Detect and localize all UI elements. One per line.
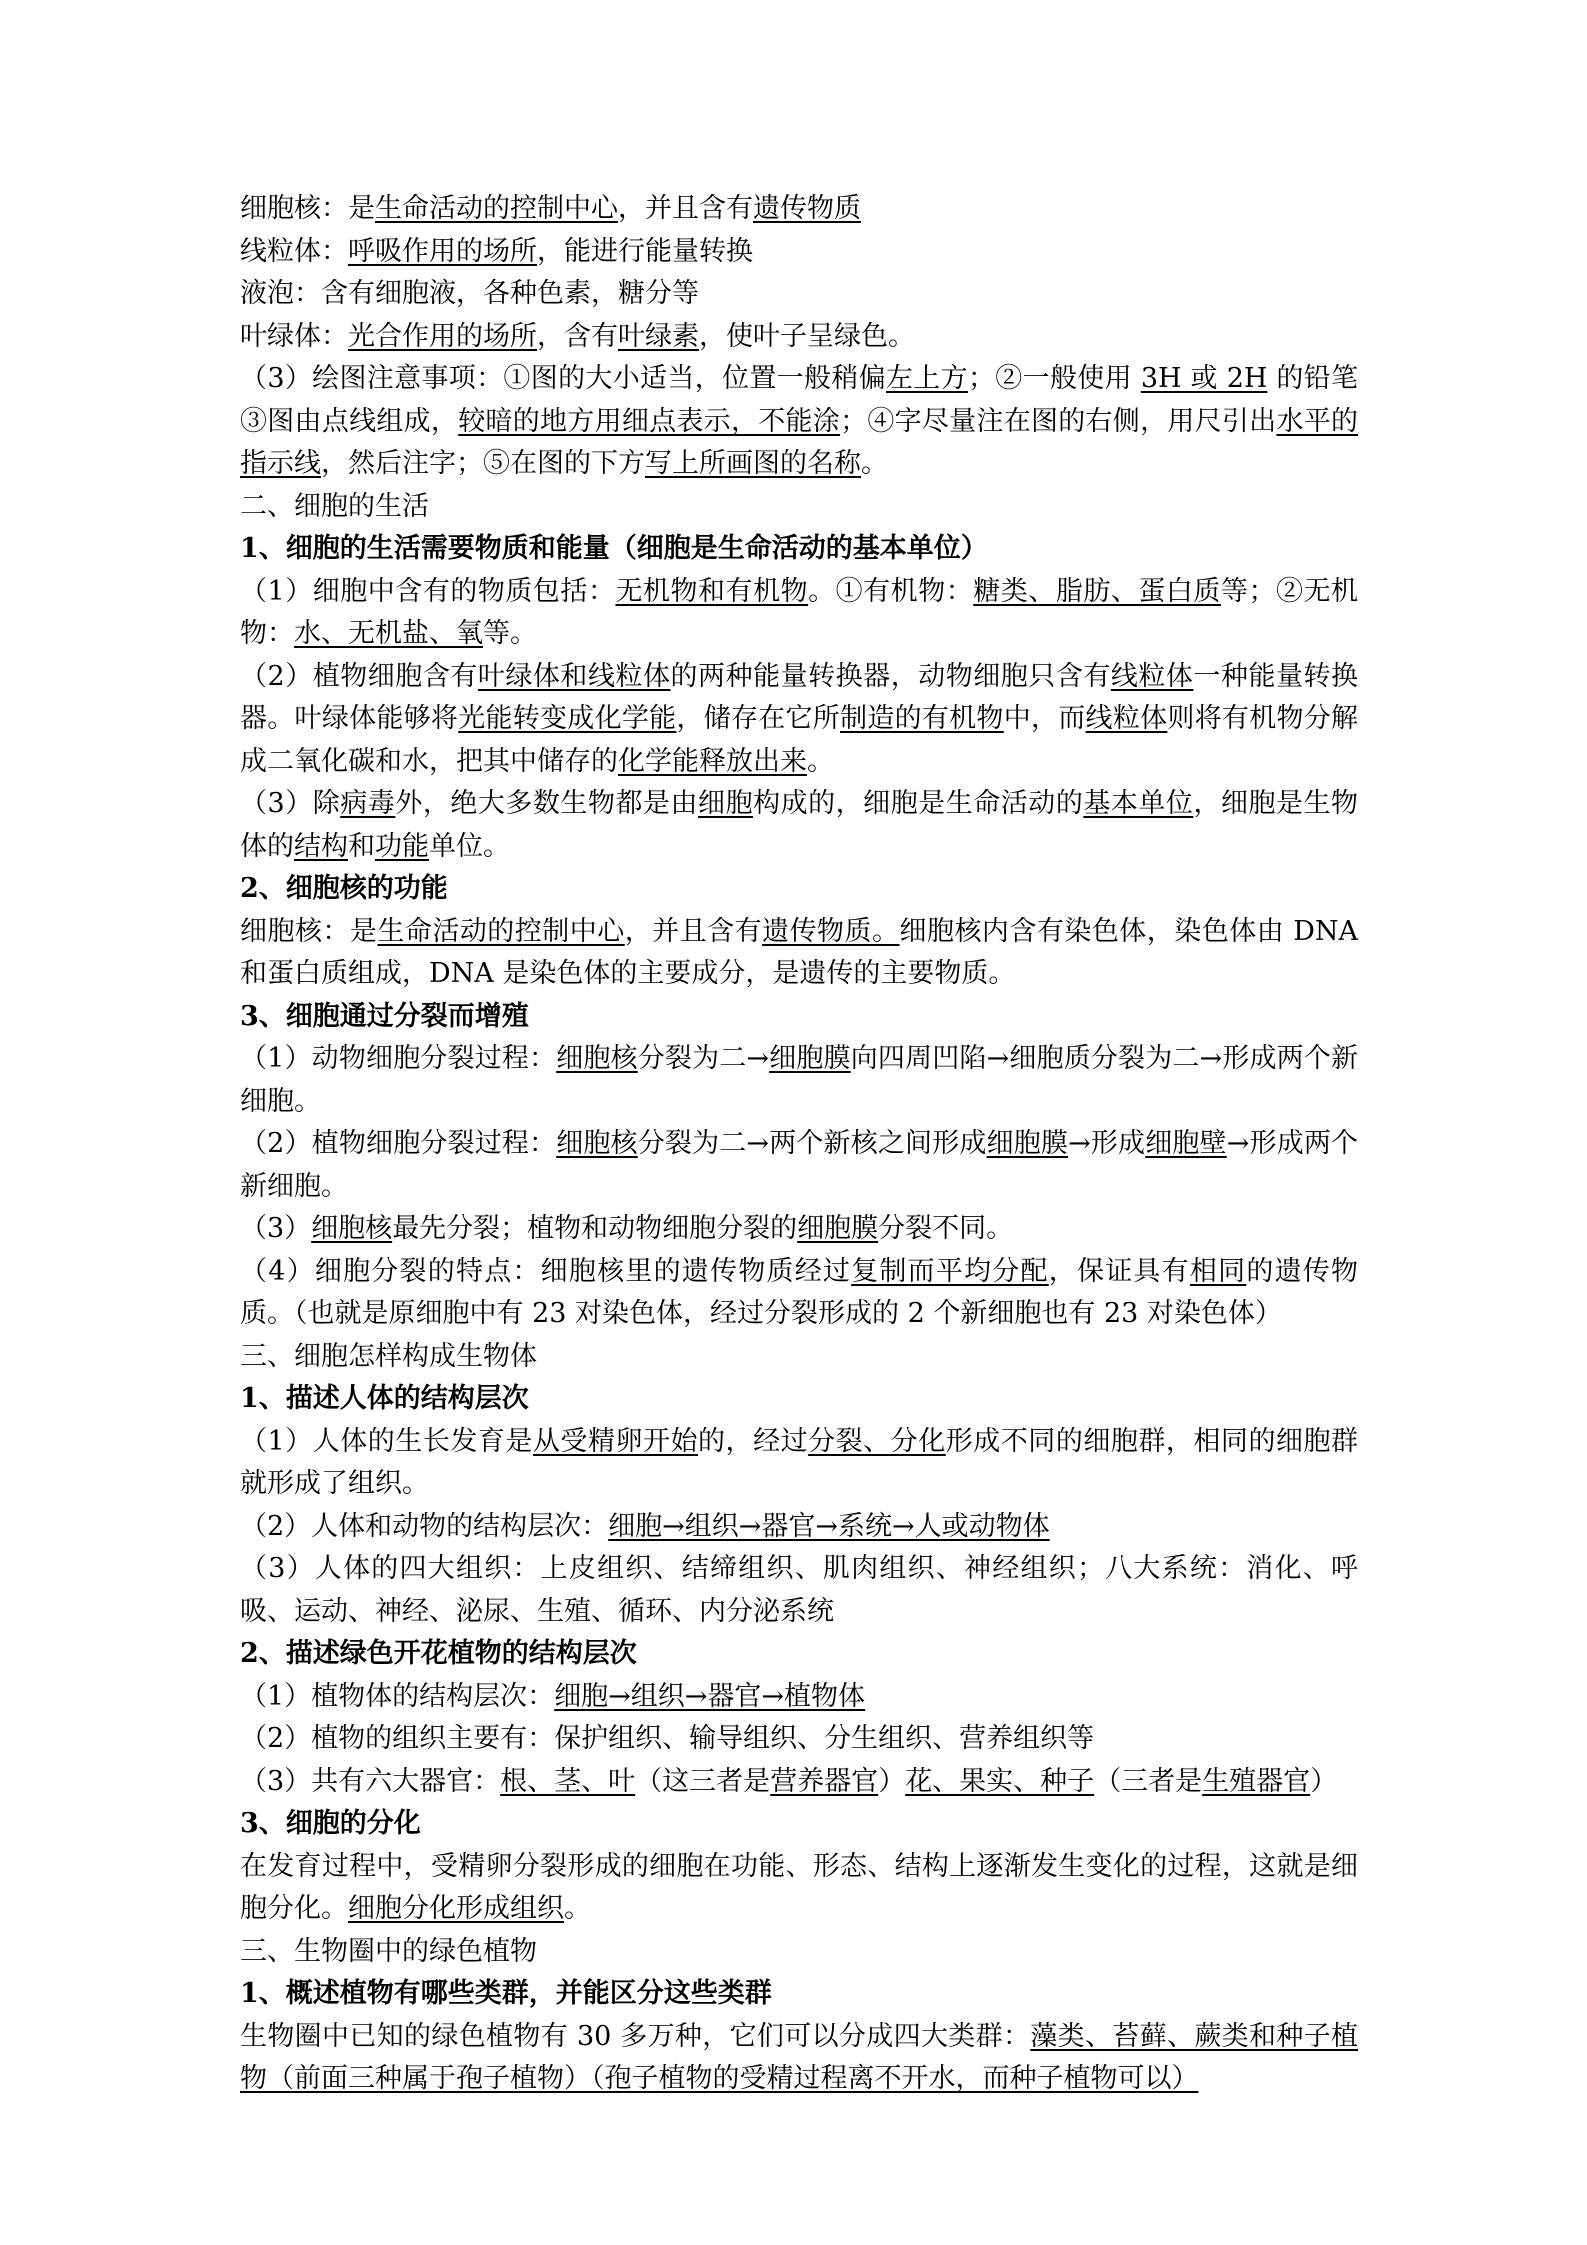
text-run: （3）绘图注意事项：①图的大小适当，位置一般稍偏 bbox=[240, 363, 886, 394]
text-run: 。 bbox=[807, 745, 834, 777]
underlined-term: 细胞→组织→器官→植物体 bbox=[554, 1680, 866, 1712]
underlined-term: 无机物和有机物 bbox=[615, 575, 809, 607]
text-run: （3）人体的四大组织：上皮组织、结缔组织、肌肉组织、神经组织；八大系统：消化、呼吸、运动、神经、泌尿、生殖、循环、内分泌系统 bbox=[240, 1553, 1358, 1627]
paragraph bbox=[240, 1761, 1358, 1804]
text-run: ；②一般使用 bbox=[967, 363, 1141, 394]
paragraph bbox=[240, 358, 1358, 486]
text-run: 和 bbox=[348, 830, 375, 862]
underlined-term: 制造的有机物 bbox=[840, 703, 1004, 734]
text-run: 2、描述绿色开花植物的结构层次 bbox=[240, 1638, 637, 1669]
text-run: （2）植物细胞含有 bbox=[240, 660, 478, 692]
text-run: 分裂为二→ bbox=[637, 1043, 770, 1074]
text-run: 二、细胞的生活 bbox=[240, 490, 429, 522]
text-run: （2）人体和动物的结构层次： bbox=[240, 1510, 609, 1542]
text-run: →形成两个新细胞。 bbox=[240, 1128, 1359, 1202]
text-run: 3、细胞的分化 bbox=[240, 1808, 421, 1839]
underlined-term: 生命活动的控制中心 bbox=[377, 915, 625, 947]
section-heading bbox=[240, 868, 1358, 911]
paragraph bbox=[240, 1251, 1358, 1336]
underlined-term: 细胞膜 bbox=[986, 1128, 1069, 1159]
text-run: （3）共有六大器官： bbox=[240, 1765, 501, 1797]
paragraph bbox=[240, 1718, 1358, 1761]
text-run: 在发育过程中，受精卵分裂形成的细胞在功能、形态、结构上逐渐发生变化的过程，这就是细胞分化。 bbox=[240, 1850, 1358, 1924]
underlined-term: 遗传物质 bbox=[753, 193, 861, 224]
underlined-term: 细胞壁 bbox=[1145, 1128, 1227, 1159]
text-run: 。①有机物： bbox=[808, 575, 974, 607]
underlined-term: 细胞核 bbox=[556, 1043, 638, 1074]
paragraph bbox=[240, 1336, 1358, 1379]
text-run: 1、描述人体的结构层次 bbox=[240, 1383, 529, 1414]
paragraph bbox=[240, 1421, 1358, 1506]
text-run: 的，经过 bbox=[698, 1425, 809, 1457]
paragraph bbox=[240, 2016, 1358, 2101]
section-heading bbox=[240, 528, 1358, 571]
text-run: 细胞核：是 bbox=[240, 915, 378, 947]
paragraph bbox=[240, 1506, 1358, 1549]
paragraph bbox=[240, 486, 1358, 529]
text-run: ，并且含有 bbox=[624, 915, 763, 947]
underlined-term: 细胞 bbox=[698, 788, 754, 819]
underlined-term: 基本单位 bbox=[1083, 788, 1194, 819]
text-run: （2）植物的组织主要有：保护组织、输导组织、分生组织、营养组织等 bbox=[240, 1723, 1095, 1754]
text-run: 1、细胞的生活需要物质和能量（细胞是生命活动的基本单位） bbox=[240, 533, 988, 564]
underlined-term: 3H 或 2H bbox=[1140, 363, 1268, 394]
underlined-term: 细胞核 bbox=[311, 1213, 393, 1244]
text-run: （1）细胞中含有的物质包括： bbox=[240, 575, 616, 607]
text-run: 细胞核：是 bbox=[240, 193, 375, 224]
paragraph bbox=[240, 231, 1358, 274]
underlined-term: 叶绿体和线粒体 bbox=[477, 660, 671, 692]
text-run: 最先分裂；植物和动物细胞分裂的 bbox=[392, 1213, 798, 1244]
paragraph bbox=[240, 1676, 1358, 1719]
text-run: （4）细胞分裂的特点：细胞核里的遗传物质经过 bbox=[240, 1255, 852, 1287]
text-run: 2、细胞核的功能 bbox=[240, 873, 448, 904]
underlined-term: 呼吸作用的场所 bbox=[348, 235, 537, 267]
text-run: 1、概述植物有哪些类群，并能区分这些类群 bbox=[240, 1978, 772, 2009]
text-run: 的两种能量转换器，动物细胞只含有 bbox=[670, 660, 1111, 692]
underlined-term: 藻类、苔藓、蕨类和种子植物（前面三种属于孢子植物）（孢子植物的受精过程离不开水，而种子植物可以） bbox=[240, 2020, 1359, 2094]
underlined-term: 叶绿素 bbox=[618, 320, 699, 352]
paragraph bbox=[240, 1846, 1358, 1931]
text-run: 液泡：含有细胞液，各种色素，糖分等 bbox=[240, 278, 699, 309]
underlined-term: 生命活动的控制中心 bbox=[375, 193, 618, 224]
text-run: （3） bbox=[240, 1213, 312, 1244]
text-run: 中，而 bbox=[1003, 703, 1086, 734]
paragraph bbox=[240, 1038, 1358, 1123]
text-run: →形成 bbox=[1068, 1128, 1146, 1159]
text-run: （三者是 bbox=[1094, 1765, 1203, 1797]
underlined-term: 根、茎、叶 bbox=[500, 1765, 636, 1797]
text-run: 的铅笔③图由点线组成， bbox=[240, 363, 1358, 437]
text-run: 。 bbox=[861, 448, 888, 479]
text-run: ，储存在它所 bbox=[676, 703, 841, 734]
underlined-term: 花、果实、种子 bbox=[905, 1765, 1095, 1797]
text-run: （这三者是 bbox=[635, 1765, 771, 1797]
text-run: 生物圈中已知的绿色植物有 30 多万种，它们可以分成四大类群： bbox=[240, 2020, 1031, 2052]
paragraph bbox=[240, 911, 1358, 996]
underlined-term: 结构 bbox=[294, 830, 348, 862]
text-run: ） bbox=[1310, 1765, 1338, 1797]
underlined-term: 化学能释放出来 bbox=[618, 745, 807, 777]
text-run: 外，绝大多数生物都是由 bbox=[395, 788, 699, 819]
underlined-term: 光合作用的场所 bbox=[348, 320, 537, 352]
paragraph bbox=[240, 1548, 1358, 1633]
text-run: ，含有 bbox=[537, 320, 618, 352]
underlined-term: 相同 bbox=[1189, 1255, 1247, 1287]
text-run: 一种能量转换器。叶绿体能够将 bbox=[240, 660, 1359, 734]
text-run: 叶绿体： bbox=[240, 320, 348, 352]
text-run: 3、细胞通过分裂而增殖 bbox=[240, 1000, 529, 1032]
underlined-term: 较暗的地方用细点表示，不能涂 bbox=[458, 405, 841, 437]
text-run: 等；②无机物： bbox=[240, 575, 1359, 649]
text-run: ，并且含有 bbox=[618, 193, 753, 224]
underlined-term: 左上方 bbox=[885, 363, 968, 394]
underlined-term: 营养器官 bbox=[770, 1765, 879, 1797]
section-heading bbox=[240, 996, 1358, 1039]
paragraph bbox=[240, 783, 1358, 868]
text-run: ，然后注字；⑤在图的下方 bbox=[321, 448, 645, 479]
text-run: ，能进行能量转换 bbox=[537, 235, 753, 267]
paragraph bbox=[240, 571, 1358, 656]
paragraph bbox=[240, 1208, 1358, 1251]
underlined-term: 复制而平均分配 bbox=[851, 1255, 1049, 1287]
text-run: 向四周凹陷→细胞质分裂为二→形成两个新细胞。 bbox=[240, 1043, 1359, 1117]
document-body bbox=[240, 188, 1358, 2101]
section-heading bbox=[240, 1378, 1358, 1421]
underlined-term: 功能 bbox=[375, 830, 429, 862]
text-run: （3）除 bbox=[240, 788, 341, 819]
paragraph bbox=[240, 273, 1358, 316]
text-run: 。 bbox=[564, 1893, 591, 1924]
underlined-term: 线粒体 bbox=[1110, 660, 1194, 692]
text-run: 分裂为二→两个新核之间形成 bbox=[637, 1128, 987, 1159]
underlined-term: 水平的指示线 bbox=[240, 405, 1359, 479]
underlined-term: 写上所画图的名称 bbox=[645, 448, 861, 479]
text-run: 细胞核内含有染色体，染色体由 DNA 和蛋白质组成，DNA 是染色体的主要成分，是遗传的主要物质。 bbox=[240, 915, 1359, 989]
text-run: （2）植物细胞分裂过程： bbox=[240, 1128, 557, 1159]
text-run: 线粒体： bbox=[240, 235, 348, 267]
text-run: 形成不同的细胞群，相同的细胞群就形成了组织。 bbox=[240, 1425, 1359, 1499]
text-run: ，保证具有 bbox=[1048, 1255, 1190, 1287]
text-run: 构成的，细胞是生命活动的 bbox=[753, 788, 1084, 819]
text-run: （1）人体的生长发育是 bbox=[240, 1425, 533, 1457]
text-run: 则将有机物分解成二氧化碳和水，把其中储存的 bbox=[240, 703, 1359, 777]
underlined-term: 细胞膜 bbox=[769, 1043, 851, 1074]
text-run: ） bbox=[878, 1765, 906, 1797]
section-heading bbox=[240, 1973, 1358, 2016]
underlined-term: 细胞→组织→器官→系统→人或动物体 bbox=[608, 1510, 1050, 1542]
underlined-term: 糖类、脂肪、蛋白质 bbox=[973, 575, 1221, 607]
underlined-term: 细胞核 bbox=[556, 1128, 638, 1159]
paragraph bbox=[240, 1931, 1358, 1974]
paragraph bbox=[240, 1123, 1358, 1208]
text-run: ，使叶子呈绿色。 bbox=[699, 320, 915, 352]
paragraph bbox=[240, 188, 1358, 231]
paragraph bbox=[240, 656, 1358, 784]
text-run: 单位。 bbox=[429, 830, 510, 862]
paragraph bbox=[240, 316, 1358, 359]
underlined-term: 分裂、分化 bbox=[808, 1425, 946, 1457]
underlined-term: 线粒体 bbox=[1085, 703, 1168, 734]
section-heading bbox=[240, 1633, 1358, 1676]
text-run: （1）动物细胞分裂过程： bbox=[240, 1043, 557, 1074]
underlined-term: 从受精卵开始 bbox=[532, 1425, 699, 1457]
text-run: ，细胞是生物体的 bbox=[240, 788, 1359, 862]
text-run: 三、细胞怎样构成生物体 bbox=[240, 1340, 537, 1372]
section-heading bbox=[240, 1803, 1358, 1846]
underlined-term: 生殖器官 bbox=[1202, 1765, 1311, 1797]
underlined-term: 水、无机盐、氧 bbox=[294, 618, 483, 649]
text-run: 分裂不同。 bbox=[878, 1213, 1014, 1244]
underlined-term: 细胞分化形成组织 bbox=[348, 1893, 564, 1924]
text-run: （1）植物体的结构层次： bbox=[240, 1680, 555, 1712]
underlined-term: 细胞膜 bbox=[797, 1213, 879, 1244]
underlined-term: 病毒 bbox=[340, 788, 396, 819]
text-run: 三、生物圈中的绿色植物 bbox=[240, 1935, 537, 1967]
underlined-term: 光能转变成化学能 bbox=[458, 703, 677, 734]
text-run: 的遗传物质。（也就是原细胞中有 23 对染色体，经过分裂形成的 2 个新细胞也有 23 对染色体） bbox=[240, 1255, 1359, 1329]
underlined-term: 遗传物质。 bbox=[762, 915, 900, 947]
text-run: 等。 bbox=[483, 618, 537, 649]
text-run: ；④字尽量注在图的右侧，用尺引出 bbox=[840, 405, 1277, 437]
